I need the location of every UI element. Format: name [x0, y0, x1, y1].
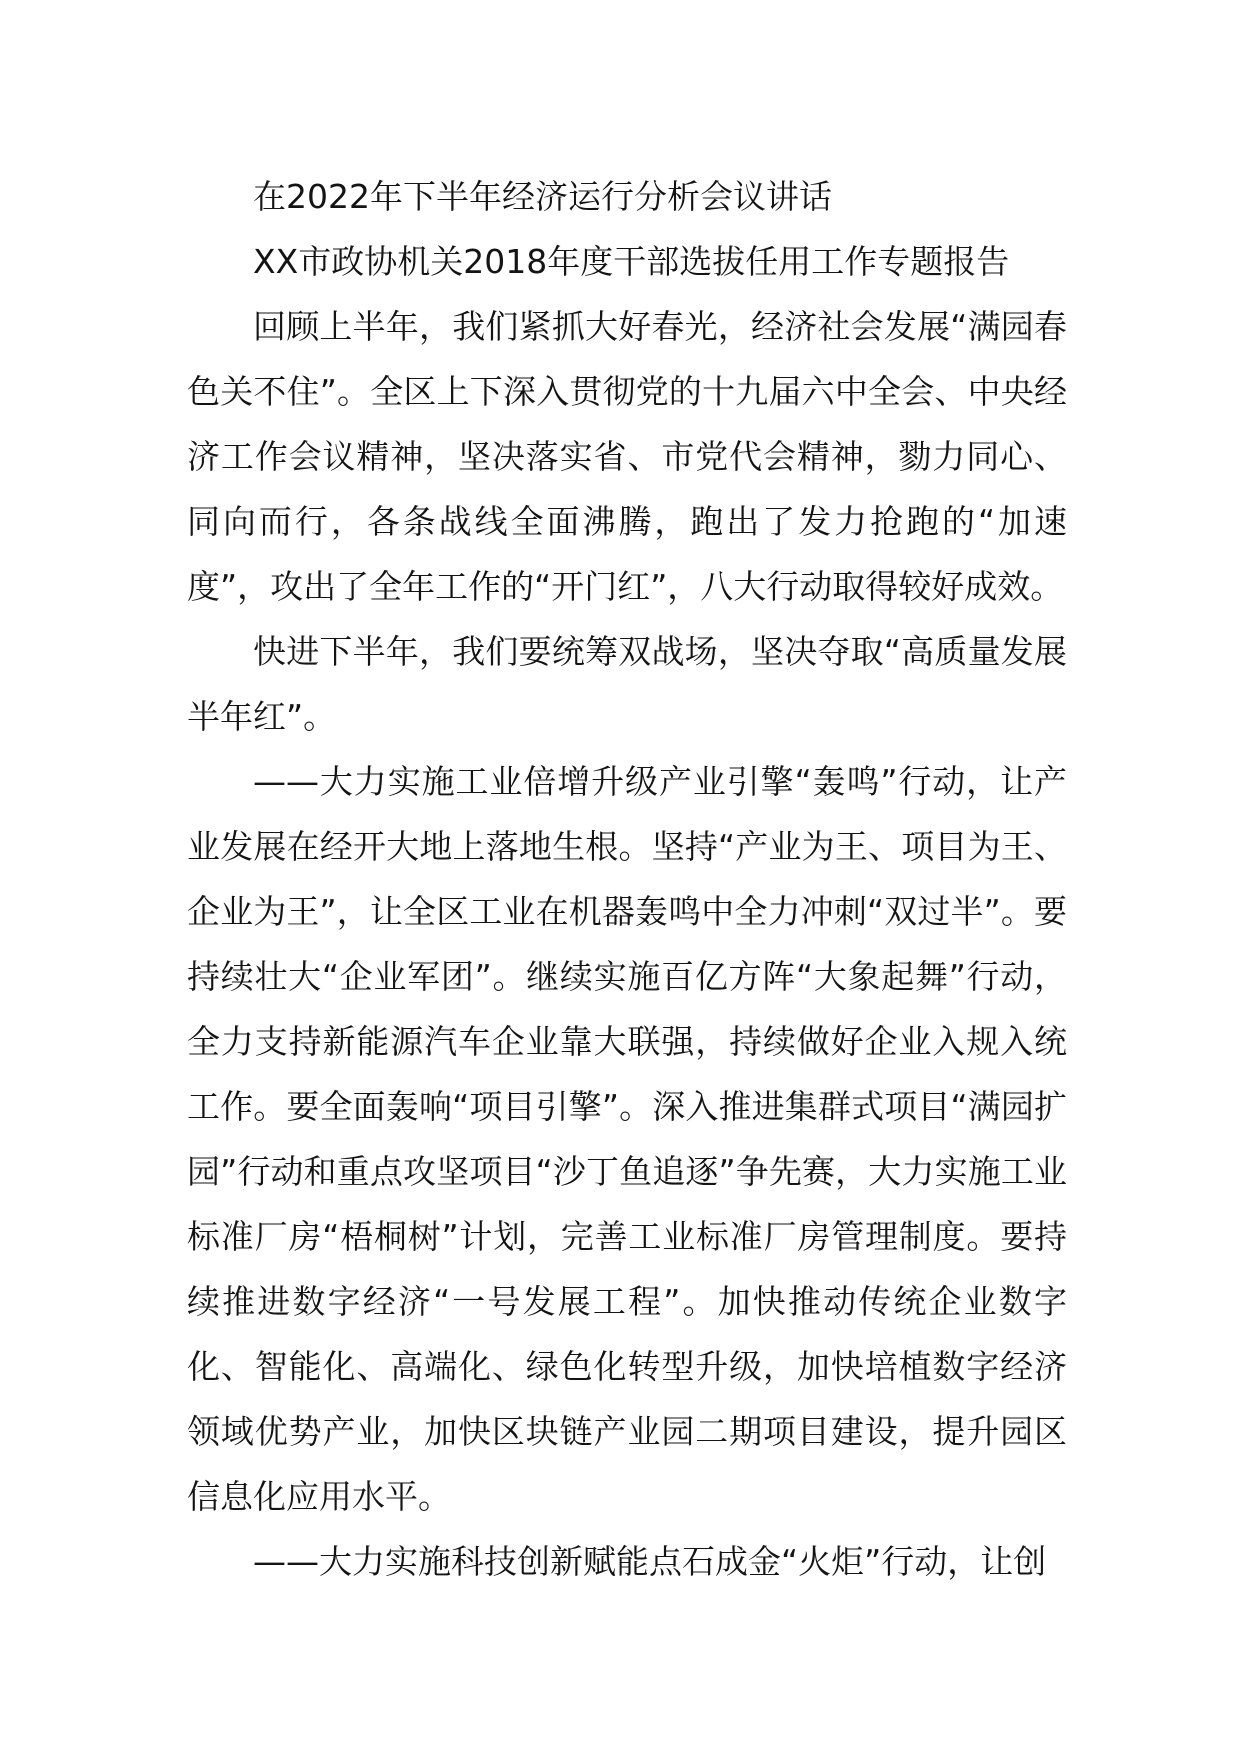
paragraph-outlook: 快进下半年，我们要统筹双战场，坚决夺取“高质量发展半年红”。	[187, 632, 1067, 736]
speech-title-line: 在2022年下半年经济运行分析会议讲话	[253, 177, 832, 216]
paragraph-review: 回顾上半年，我们紧抓大好春光，经济社会发展“满园春色关不住”。全区上下深入贯彻党的十九届六中全会、中央经济工作会议精神，坚决落实省、市党代会精神，勠力同心、同向而行，各条战线全面沸腾，跑出了发力抢跑的“加速度”，攻出了全年工作的“开门红”，八大行动取得较好成效。	[187, 307, 1067, 606]
paragraph-industry-action: ——大力实施工业倍增升级产业引擎“轰鸣”行动，让产业发展在经开大地上落地生根。坚持“产业为王、项目为王、企业为王”，让全区工业在机器轰鸣中全力冲刺“双过半”。要持续壮大“企业军团”。继续实施百亿方阵“大象起舞”行动，全力支持新能源汽车企业靠大联强，持续做好企业入规入统工作。要全面轰响“项目引擎”。深入推进集群式项目“满园扩园”行动和重点攻坚项目“沙丁鱼追逐”争先赛，大力实施工业标准厂房“梧桐树”计划，完善工业标准厂房管理制度。要持续推进数字经济“一号发展工程”。加快推动传统企业数字化、智能化、高端化、绿色化转型升级，加快培植数字经济领域优势产业，加快区块链产业园二期项目建设，提升园区信息化应用水平。	[187, 762, 1067, 1516]
report-title-line: XX市政协机关2018年度干部选拔任用工作专题报告	[253, 242, 1010, 281]
paragraph-tech-action: ——大力实施科技创新赋能点石成金“火炬”行动，让创	[253, 1542, 1047, 1581]
document-body	[187, 164, 1067, 1594]
